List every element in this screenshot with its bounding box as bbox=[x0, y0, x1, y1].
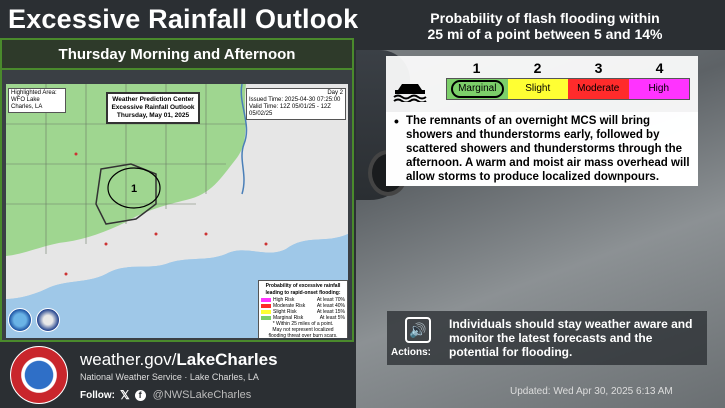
noaa-logo bbox=[8, 308, 32, 332]
risk-category-label: Moderate bbox=[577, 83, 620, 94]
page-title: Excessive Rainfall Outlook bbox=[8, 4, 359, 34]
legend-value: At least 40% bbox=[316, 303, 345, 309]
flooding-car-icon bbox=[392, 80, 428, 102]
wpc-title-box bbox=[106, 92, 200, 124]
risk-level-numbers bbox=[446, 60, 690, 76]
website-office: LakeCharles bbox=[176, 350, 278, 369]
highlighted-area-box bbox=[8, 88, 66, 113]
risk-category-label: Slight bbox=[525, 83, 551, 94]
legend-label: High Risk bbox=[273, 297, 295, 303]
highlighted-area-label: Highlighted Area: bbox=[11, 90, 57, 96]
actions-text: Individuals should stay weather aware and monitor the latest forecasts and the potential for flooding. bbox=[449, 317, 693, 359]
risk-number-3: 3 bbox=[594, 60, 603, 76]
legend-swatch bbox=[261, 316, 271, 320]
issue-time-box bbox=[246, 88, 346, 120]
outlook-map-panel bbox=[0, 38, 354, 342]
website-prefix: weather.gov/ bbox=[80, 350, 177, 369]
updated-timestamp: Updated: Wed Apr 30, 2025 6:13 AM bbox=[510, 386, 673, 397]
legend-value: At least 5% bbox=[319, 315, 345, 321]
wpc-title-line-2: Excessive Rainfall Outlook bbox=[111, 104, 195, 111]
probability-line-2: 25 mi of a point between 5 and 14% bbox=[427, 26, 663, 42]
risk-number-2: 2 bbox=[533, 60, 542, 76]
website-link[interactable] bbox=[80, 350, 278, 370]
risk-category-label: Marginal bbox=[458, 83, 497, 94]
risk-category-marginal bbox=[447, 79, 508, 99]
outlook-map bbox=[6, 84, 348, 338]
legend-label: Moderate Risk bbox=[273, 303, 306, 309]
risk-category-label: High bbox=[648, 83, 670, 94]
issued-time: Issued Time: 2025-04-30 07:25:00 bbox=[249, 97, 341, 103]
legend-label: Marginal Risk bbox=[273, 315, 304, 321]
legend-swatch bbox=[261, 310, 271, 314]
valid-time: Valid Time: 12Z 05/01/25 - 12Z 05/02/25 bbox=[249, 104, 331, 117]
wpc-title-line-1: Weather Prediction Center bbox=[112, 96, 194, 103]
probability-line-1: Probability of flash flooding within bbox=[430, 10, 660, 26]
actions-label: Actions: bbox=[391, 347, 431, 358]
risk-category-high bbox=[629, 79, 690, 99]
map-legend bbox=[258, 280, 348, 338]
wpc-title-line-3: Thursday, May 01, 2025 bbox=[116, 112, 190, 119]
nws-seal bbox=[36, 308, 60, 332]
risk-category-slight bbox=[508, 79, 569, 99]
legend-label: Slight Risk bbox=[273, 309, 297, 315]
risk-number-4: 4 bbox=[655, 60, 664, 76]
legend-title-line-2: leading to rapid-onset flooding: bbox=[265, 290, 341, 296]
risk-categories bbox=[446, 78, 690, 100]
forecast-description: • The remnants of an overnight MCS will bring showers and thunderstorms early, followed by scattered showers and thunderstorms through the afternoon. A warm and moist air mass overhead will allow storms to produce localized downpours. bbox=[392, 114, 698, 184]
social-follow bbox=[80, 388, 251, 402]
outlook-period-title: Thursday Morning and Afternoon bbox=[2, 40, 352, 70]
risk-marker-label: 1 bbox=[130, 183, 138, 195]
facebook-icon[interactable]: f bbox=[135, 390, 146, 401]
legend-title-line-1: Probability of excessive rainfall bbox=[265, 283, 341, 289]
risk-category-moderate bbox=[568, 79, 629, 99]
office-name: National Weather Service · Lake Charles, LA bbox=[80, 372, 259, 382]
nws-logo bbox=[10, 346, 68, 404]
legend-value: At least 15% bbox=[316, 309, 345, 315]
probability-statement bbox=[370, 10, 720, 42]
legend-swatch bbox=[261, 298, 271, 302]
legend-note-3: flooding threat over burn scars. bbox=[268, 333, 338, 338]
legend-note-1: * Within 25 miles of a point. bbox=[272, 321, 334, 327]
x-icon[interactable]: 𝕏 bbox=[120, 388, 130, 402]
follow-label: Follow: bbox=[80, 389, 115, 401]
social-handle[interactable]: @NWSLakeCharles bbox=[152, 389, 252, 401]
highlighted-area-value: WFO Lake Charles, LA bbox=[11, 97, 43, 110]
risk-number-1: 1 bbox=[472, 60, 481, 76]
legend-note-2: May not represent localized bbox=[272, 327, 334, 333]
day-label: Day 2 bbox=[327, 90, 343, 96]
legend-swatch bbox=[261, 304, 271, 308]
alert-sound-icon: 🔊 bbox=[405, 317, 431, 343]
legend-value: At least 70% bbox=[316, 297, 345, 303]
actions-box bbox=[387, 311, 707, 365]
